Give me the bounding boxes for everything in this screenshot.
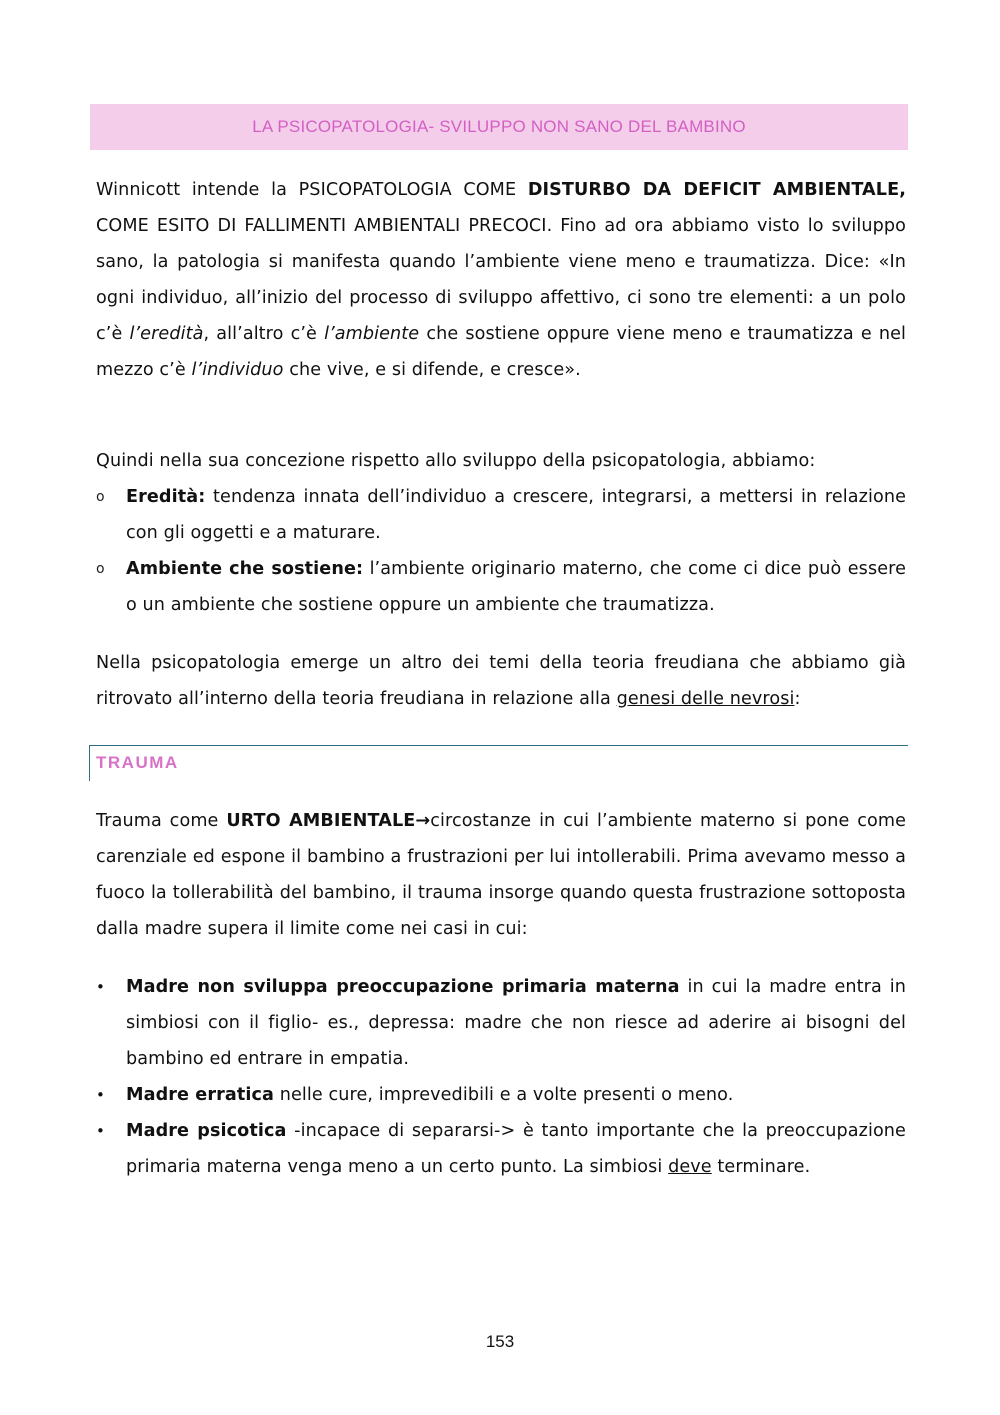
circle-bullet-icon: o — [96, 489, 105, 505]
transition-paragraph — [96, 645, 906, 717]
dot-bullet-icon: • — [96, 1122, 105, 1140]
transition-text: Nella psicopatologia emerge un altro dei temi della teoria freudiana che abbiamo già ritrovato all’interno della teoria freudiana in relazione alla — [96, 653, 906, 709]
arrow-right-icon: → — [415, 811, 431, 831]
intro-text-5: che vive, e si difende, e cresce». — [283, 360, 581, 380]
genesi-delle-nevrosi-link[interactable]: genesi delle nevrosi — [616, 689, 795, 709]
cases-section — [96, 969, 906, 1185]
trauma-text-2: circostanze in cui l’ambiente materno si pone come carenziale ed espone il bambino a frustrazioni per lui intollerabili. Prima avevamo messo a fuoco la tollerabilità del bambino, il trauma insorge quando questa frustrazione sottoposta dalla madre supera il limite come nei casi in cui: — [96, 811, 907, 939]
list-item-text: -incapace di separarsi-> è tanto importante che la preoccupazione primaria materna venga meno a un certo punto. La simbiosi — [126, 1121, 906, 1177]
page-number: 153 — [485, 1332, 515, 1351]
chapter-title: LA PSICOPATOLOGIA- SVILUPPO NON SANO DEL BAMBINO — [252, 117, 746, 136]
intro-bold-term: DISTURBO DA DEFICIT AMBIENTALE, — [527, 180, 906, 200]
list-item-term: Ambiente che sostiene: — [126, 559, 364, 579]
dot-bullet-icon: • — [96, 978, 105, 996]
concept-section — [96, 443, 906, 623]
list-item — [96, 479, 906, 551]
list-item-term: Eredità: — [126, 487, 206, 507]
list-item-term: Madre psicotica — [126, 1121, 287, 1141]
circle-bullet-icon: o — [96, 561, 105, 577]
intro-text-3: , all’altro c’è — [203, 324, 325, 344]
section-heading-box — [89, 745, 908, 781]
intro-text-4: che sostiene oppure viene meno e traumatizza e nel mezzo c’è — [96, 324, 906, 380]
section-heading: TRAUMA — [96, 753, 179, 772]
list-item-term: Madre erratica — [126, 1085, 275, 1105]
concept-list — [96, 479, 906, 623]
list-item-end: terminare. — [711, 1157, 811, 1177]
list-item-text: nelle cure, imprevedibili e a volte presenti o meno. — [274, 1085, 734, 1105]
intro-text-1: Winnicott intende la PSICOPATOLOGIA COME — [96, 180, 528, 200]
list-item — [96, 1077, 906, 1113]
intro-italic-ambiente: l’ambiente — [324, 324, 420, 344]
chapter-title-band — [90, 104, 908, 150]
list-item — [96, 551, 906, 623]
intro-italic-individuo: l’individuo — [191, 360, 284, 380]
list-item-text: in cui la madre entra in simbiosi con il figlio- es., depressa: madre che non riesce ad aderire ai bisogni del bambino ed entrare in empatia. — [126, 977, 906, 1069]
trauma-bold-term: URTO AMBIENTALE — [226, 811, 416, 831]
transition-end: : — [794, 689, 801, 709]
list-item-term: Madre non sviluppa preoccupazione primaria materna — [126, 977, 680, 997]
list-item-text: tendenza innata dell’individuo a crescere, integrarsi, a mettersi in relazione con gli oggetti e a maturare. — [126, 487, 906, 543]
intro-italic-eredita: l’eredità — [129, 324, 204, 344]
intro-text-2: COME ESITO DI FALLIMENTI AMBIENTALI PRECOCI. Fino ad ora abbiamo visto lo sviluppo sano, la patologia si manifesta quando l’ambiente viene meno e traumatizza. Dice: «In ogni individuo, all’inizio del processo di sviluppo affettivo, ci sono tre elementi: a un polo c’è — [96, 216, 906, 344]
concept-lead: Quindi nella sua concezione rispetto allo sviluppo della psicopatologia, abbiamo: — [96, 451, 816, 471]
list-item-text: l’ambiente originario materno, che come ci dice può essere o un ambiente che sostiene oppure un ambiente che traumatizza. — [126, 559, 907, 615]
cases-list — [96, 969, 906, 1185]
intro-paragraph — [96, 172, 906, 388]
list-item — [96, 969, 906, 1077]
trauma-text-1: Trauma come — [96, 811, 227, 831]
trauma-paragraph — [96, 803, 906, 947]
underlined-word: deve — [668, 1157, 712, 1177]
dot-bullet-icon: • — [96, 1086, 105, 1104]
list-item — [96, 1113, 906, 1185]
